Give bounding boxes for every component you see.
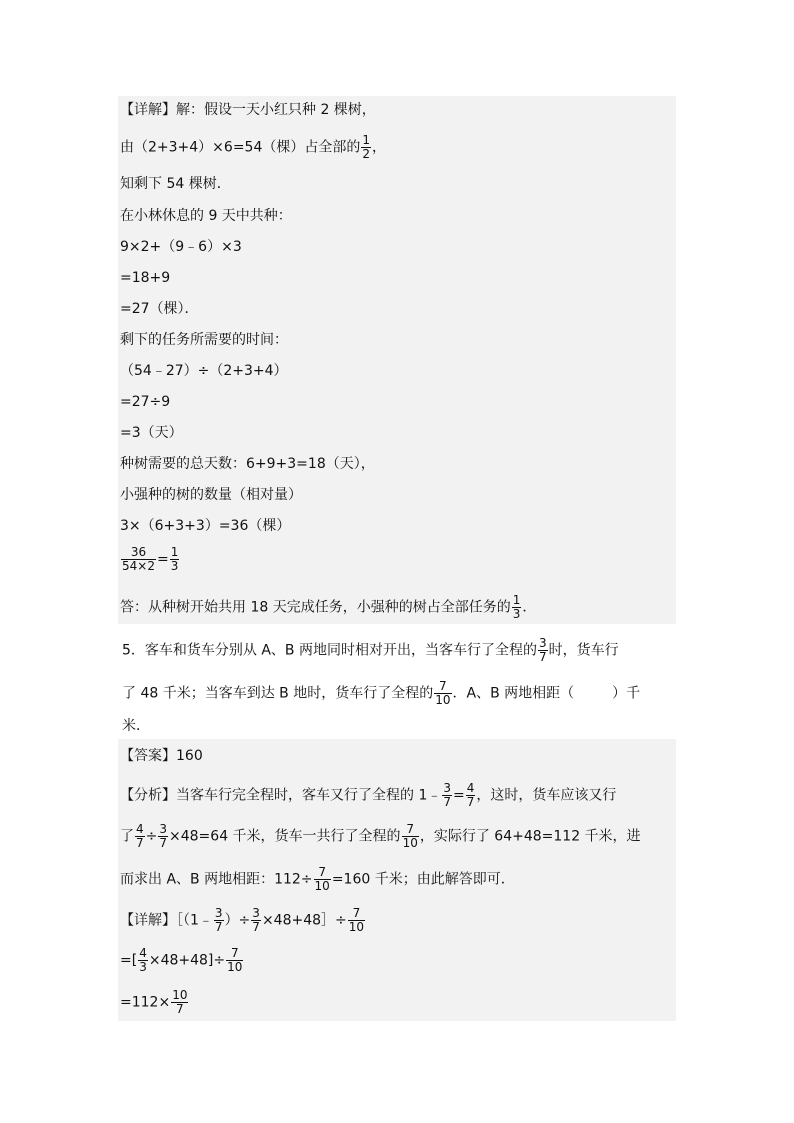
fraction: $\frac{3}{7}$ [443, 781, 451, 809]
solution-line-9: （54﹣27）÷（2+3+4） [120, 363, 288, 379]
fraction: $\frac{3}{7}$ [252, 906, 260, 934]
question-line-2: 了 48 千米；当客车到达 B 地时，货车行了全程的 $\frac{7}{10}$ ．A、B 两地相距（ ）千 [122, 679, 641, 707]
fraction: $\frac{1}{2}$ [362, 133, 371, 161]
fraction: $\frac{4}{3}$ [139, 946, 147, 974]
solution-line-14: 3×（6+3+3）=36（棵） [120, 518, 291, 534]
solution-line-10: =27÷9 [120, 394, 171, 410]
fraction: $\frac{4}{7}$ [136, 822, 144, 850]
fraction: $\frac{3}{7}$ [159, 822, 168, 850]
detail-line-3: =112× $\frac{10}{7}$ [120, 988, 188, 1016]
analysis-line-1: 【分析】当客车行完全程时，客车又行了全程的 1﹣ $\frac{3}{7}$ = $\frac{4}{7}$ ，这时，货车应该又行 [120, 781, 617, 809]
fraction: $\frac{7}{10}$ [348, 906, 365, 934]
question-line-1: 5．客车和货车分别从 A、B 两地同时相对开出，当客车行了全程的 $\frac{3}{7}$ 时，货车行 [122, 636, 619, 664]
analysis-line-2: 了 $\frac{4}{7}$ ÷ $\frac{3}{7}$ ×48=64 千米，货车一共行了全程的 $\frac{7}{10}$ ，实际行了 64+48=112 千米，进 [120, 822, 641, 850]
detail-line-2: =[ $\frac{4}{3}$ ×48+48]÷ $\frac{7}{10}$ [120, 946, 243, 974]
fraction: $\frac{3}{7}$ [539, 636, 547, 664]
analysis-line-3: 而求出 A、B 两地相距：112÷ $\frac{7}{10}$ =160 千米；由此解答即可． [120, 865, 515, 893]
solution-line-1: 【详解】解：假设一天小红只种 2 棵树， [120, 102, 376, 118]
solution-line-8: 剩下的任务所需要的时间： [120, 332, 288, 348]
solution-line-3: 知剩下 54 棵树． [120, 176, 231, 192]
solution-line-11: =3（天） [120, 425, 183, 441]
fraction: $\frac{1}{3}$ [170, 545, 179, 573]
solution-line-5: 9×2+（9﹣6）×3 [120, 239, 242, 255]
fraction: $\frac{36}{54\times 2}$ [122, 545, 155, 573]
fraction: $\frac{10}{7}$ [172, 988, 188, 1016]
solution-line-12: 种树需要的总天数：6+9+3=18（天）， [120, 456, 375, 472]
solution-line-15: $\frac{36}{54\times 2}$ = $\frac{1}{3}$ [122, 545, 179, 573]
solution-line-7: =27（棵）． [120, 301, 199, 317]
fraction: $\frac{1}{3}$ [512, 593, 521, 621]
solution-line-4: 在小林休息的 9 天中共种： [120, 208, 292, 224]
detail-line-1: 【详解】［（1﹣ $\frac{3}{7}$ ）÷ $\frac{3}{7}$ ×48+48］÷ $\frac{7}{10}$ [120, 906, 365, 934]
solution-line-16: 答：从种树开始共用 18 天完成任务，小强种的树占全部任务的 $\frac{1}{3}$ ． [120, 593, 537, 621]
fraction: $\frac{7}{10}$ [227, 946, 243, 974]
fraction: $\frac{7}{10}$ [435, 679, 451, 707]
solution-line-6: =18+9 [120, 270, 171, 286]
solution-line-2: 由（2+3+4）×6=54（棵）占全部的 $\frac{1}{2}$ ， [120, 133, 387, 161]
question-line-3: 米． [122, 718, 150, 734]
fraction: $\frac{7}{10}$ [314, 865, 330, 893]
fraction: $\frac{4}{7}$ [466, 781, 475, 809]
solution-line-13: 小强种的树的数量（相对量） [120, 487, 302, 503]
fraction: $\frac{3}{7}$ [214, 906, 223, 934]
fraction: $\frac{7}{10}$ [402, 822, 418, 850]
answer-line: 【答案】160 [120, 748, 203, 764]
